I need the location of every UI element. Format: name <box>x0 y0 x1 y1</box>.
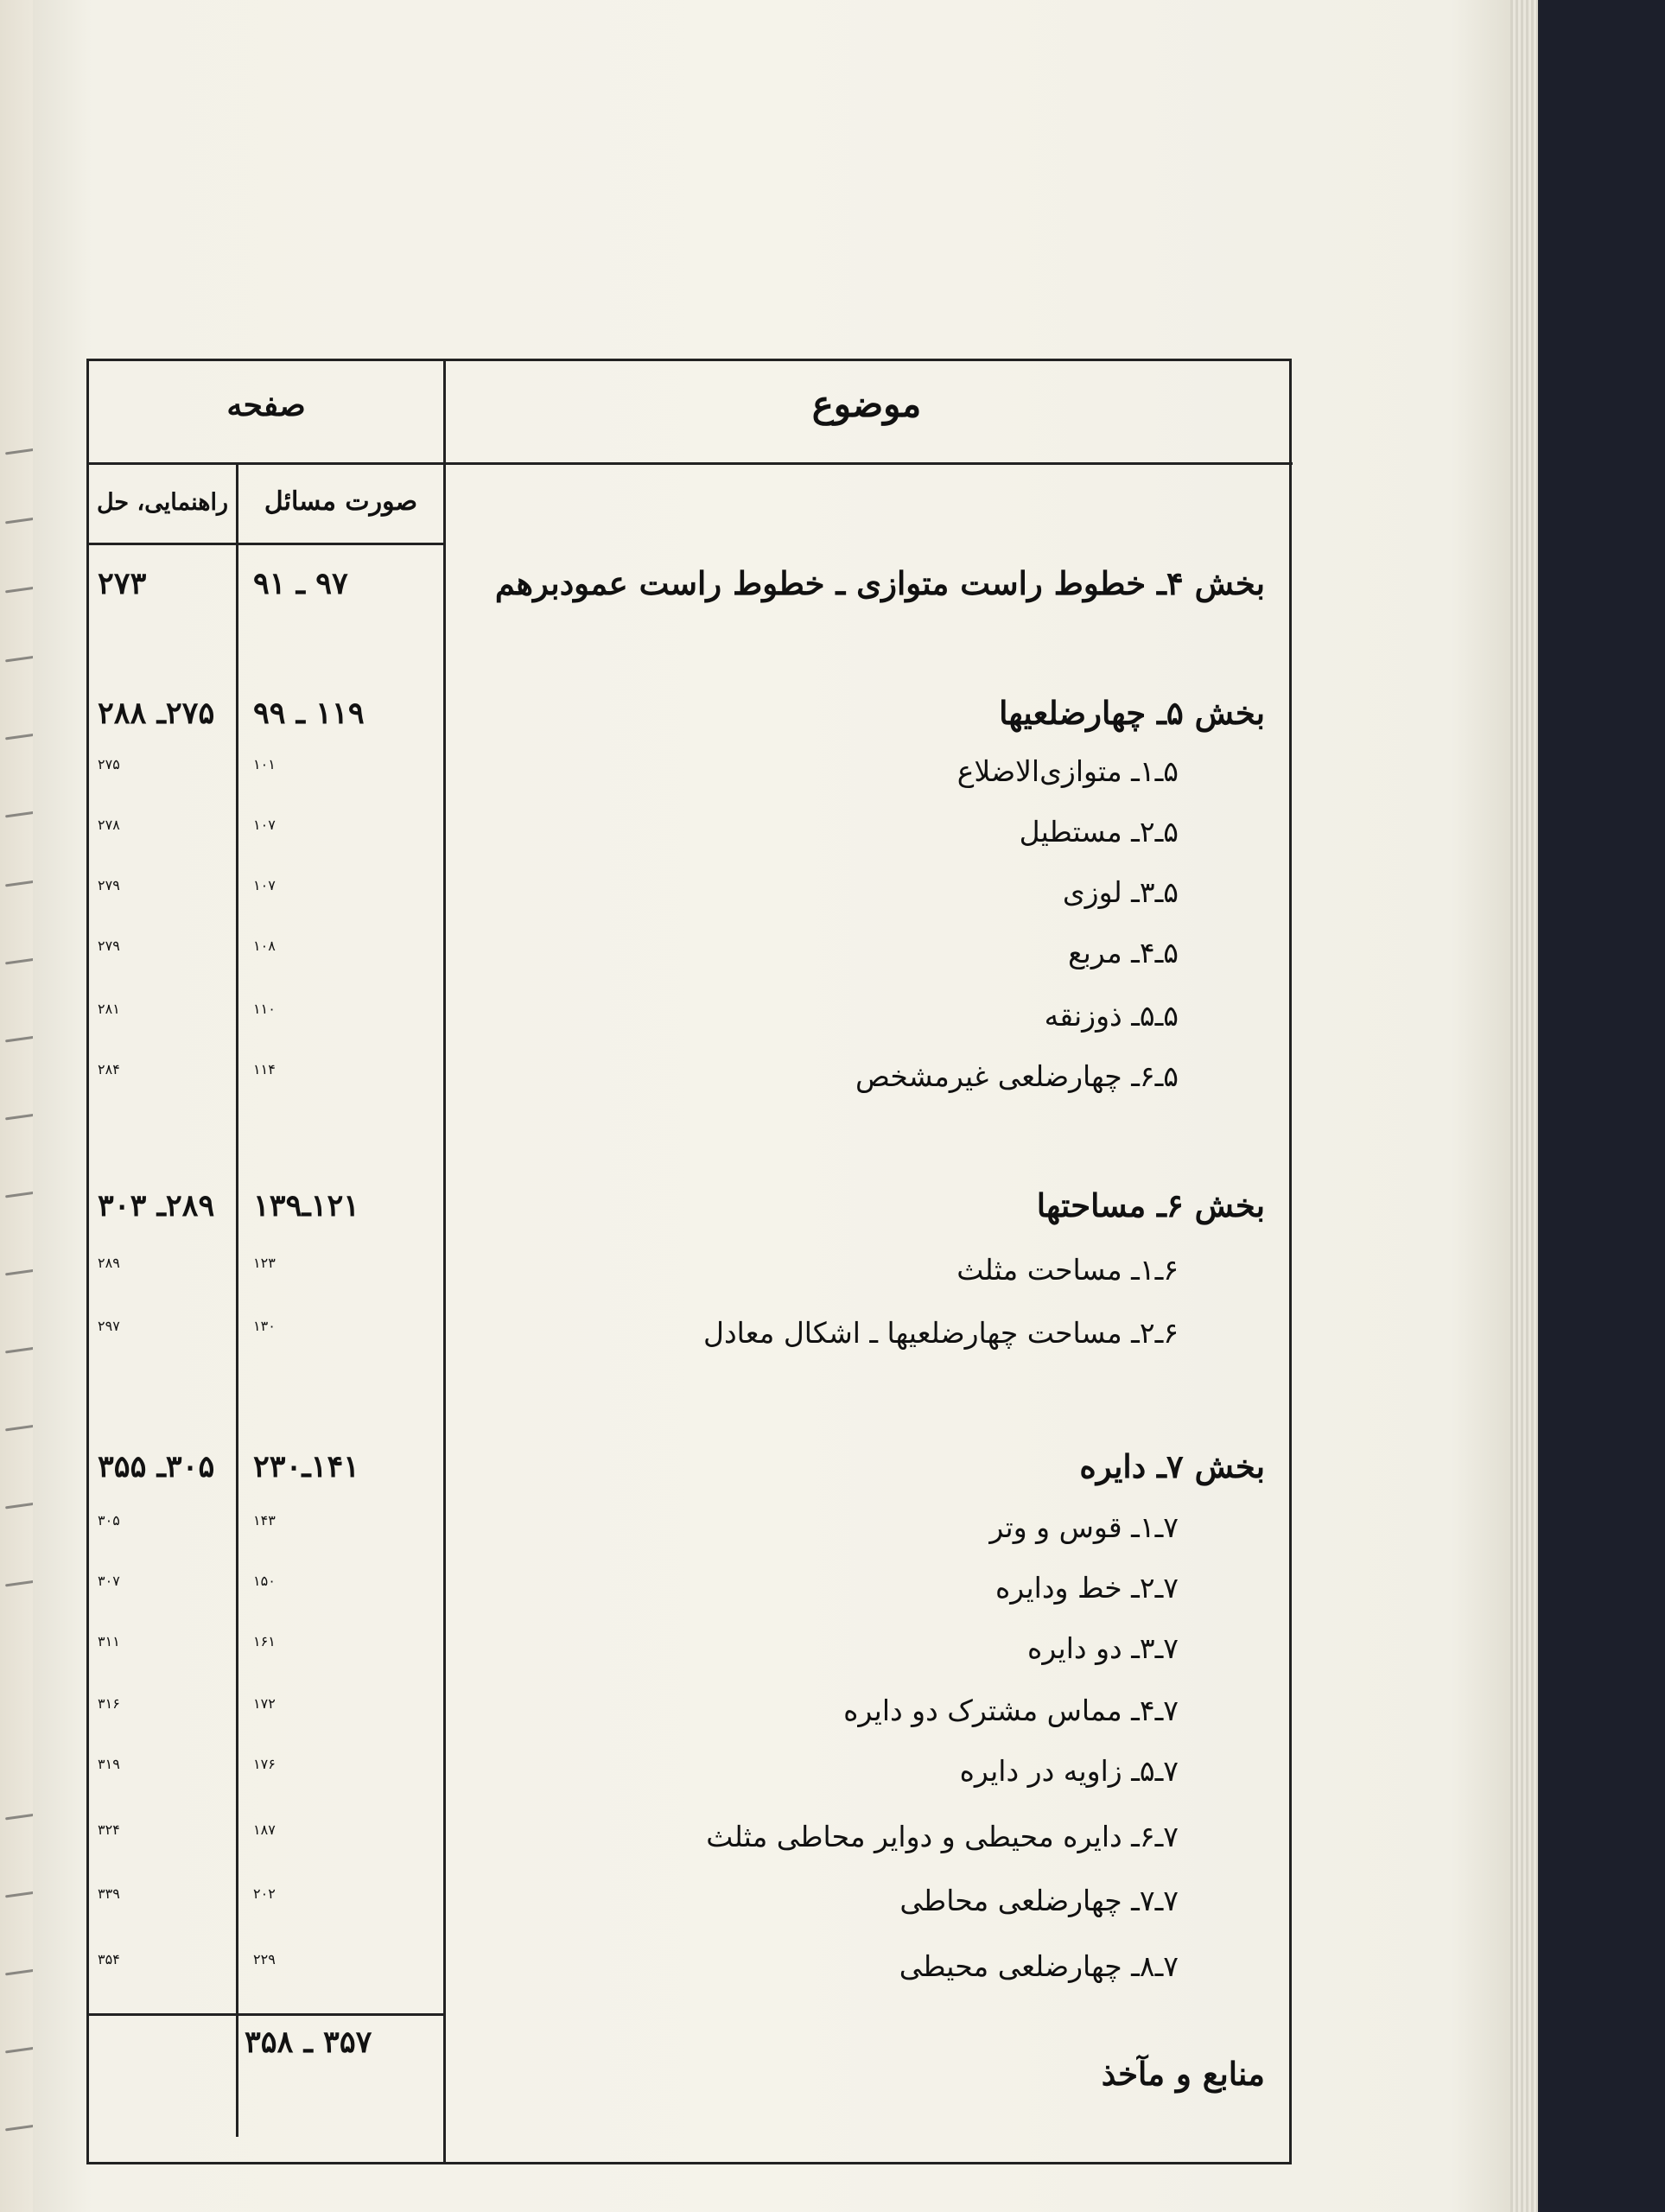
problems-page: ۲۰۲ <box>253 1885 276 1902</box>
section-title: بخش ۴ـ خطوط راست متوازی ـ خطوط راست عمودبرهم <box>494 564 1265 602</box>
table-of-contents <box>86 359 1292 2164</box>
subsection-item: ۵ـ۲ـ مستطیل <box>1019 815 1179 849</box>
problems-page: ۱۰۷ <box>253 877 276 893</box>
section-title: بخش ۷ـ دایره <box>1079 1447 1265 1485</box>
problems-page: ۱۳۰ <box>253 1318 276 1334</box>
problems-page: ۱۲۱ـ۱۳۹ <box>253 1188 360 1224</box>
solutions-page: ۲۸۴ <box>98 1061 120 1077</box>
solutions-page: ۲۷۸ <box>98 817 120 833</box>
section-title: بخش ۶ـ مساحتها <box>1036 1186 1265 1224</box>
problems-page: ۱۵۰ <box>253 1573 276 1589</box>
page-header: صفحه <box>226 387 306 423</box>
problems-page: ۱۴۳ <box>253 1512 276 1529</box>
problems-header: صورت مسائل <box>264 486 418 517</box>
problems-page: ۹۷ ـ ۹۱ <box>253 566 348 601</box>
subheader-rule <box>89 543 443 545</box>
subsection-item: ۷ـ۷ـ چهارضلعی محاطی <box>899 1884 1179 1917</box>
solutions-page: ۲۹۷ <box>98 1318 120 1334</box>
solutions-page: ۲۷۵ <box>98 756 120 772</box>
solutions-page: ۳۰۵ـ ۳۵۵ <box>98 1449 215 1484</box>
solutions-header: راهنمایی، حل <box>96 489 229 516</box>
problems-page: ۱۶۱ <box>253 1633 276 1649</box>
page-header-rule <box>89 462 443 465</box>
problems-page: ۱۰۸ <box>253 938 276 954</box>
solutions-page: ۳۵۴ <box>98 1951 120 1967</box>
subsection-item: ۷ـ۶ـ دایره محیطی و دوایر محاطی مثلث <box>706 1820 1179 1853</box>
subsection-item: ۷ـ۴ـ مماس مشترک دو دایره <box>843 1694 1179 1727</box>
section-title: بخش ۵ـ چهارضلعیها <box>999 694 1265 732</box>
solutions-page: ۲۷۳ <box>98 566 147 601</box>
page-stack-edge <box>1510 0 1538 2212</box>
problems-page: ۱۴۱ـ۲۳۰ <box>253 1449 360 1484</box>
subsection-item: ۵ـ۳ـ لوزی <box>1062 875 1179 909</box>
solutions-page: ۲۸۹ <box>98 1255 120 1271</box>
subsection-item: ۷ـ۳ـ دو دایره <box>1027 1631 1179 1665</box>
solutions-page: ۳۰۵ <box>98 1512 120 1529</box>
subsection-item: ۵ـ۵ـ ذوزنقه <box>1044 999 1179 1033</box>
solutions-page: ۲۷۹ <box>98 938 120 954</box>
subsection-item: ۷ـ۲ـ خط ودایره <box>995 1571 1179 1605</box>
solutions-page: ۳۳۹ <box>98 1885 120 1902</box>
problems-page: ۱۲۳ <box>253 1255 276 1271</box>
divider-subject-page <box>443 361 446 2163</box>
problems-page: ۱۱۴ <box>253 1061 276 1077</box>
problems-page: ۱۷۲ <box>253 1695 276 1712</box>
problems-page: ۲۲۹ <box>253 1951 276 1967</box>
references-pages: ۳۵۷ ـ ۳۵۸ <box>245 2024 372 2060</box>
subsection-item: ۷ـ۸ـ چهارضلعی محیطی <box>899 1949 1179 1983</box>
problems-page: ۱۱۹ ـ ۹۹ <box>253 696 365 731</box>
solutions-page: ۳۱۱ <box>98 1633 120 1649</box>
subsection-item: ۵ـ۴ـ مربع <box>1068 936 1179 969</box>
problems-page: ۱۸۷ <box>253 1821 276 1838</box>
solutions-page: ۳۰۷ <box>98 1573 120 1589</box>
subsection-item: ۷ـ۱ـ قوس و وتر <box>989 1510 1179 1544</box>
problems-page: ۱۰۷ <box>253 817 276 833</box>
solutions-page: ۲۸۹ـ ۳۰۳ <box>98 1188 215 1224</box>
subsection-item: ۷ـ۵ـ زاویه در دایره <box>959 1754 1179 1788</box>
subsection-item: ۵ـ۶ـ چهارضلعی غیرمشخص <box>855 1059 1179 1093</box>
problems-page: ۱۰۱ <box>253 756 276 772</box>
footer-rule <box>89 2013 443 2016</box>
subject-header: موضوع <box>811 383 922 425</box>
solutions-page: ۳۱۹ <box>98 1756 120 1772</box>
solutions-page: ۲۸۱ <box>98 1001 120 1017</box>
subsection-item: ۶ـ۱ـ مساحت مثلث <box>956 1253 1179 1287</box>
subsection-item: ۵ـ۱ـ متوازی‌الاضلاع <box>956 754 1179 788</box>
problems-page: ۱۱۰ <box>253 1001 276 1017</box>
problems-page: ۱۷۶ <box>253 1756 276 1772</box>
subsection-item: ۶ـ۲ـ مساحت چهارضلعیها ـ اشکال معادل <box>703 1316 1179 1350</box>
solutions-page: ۲۷۵ـ ۲۸۸ <box>98 696 215 731</box>
solutions-page: ۳۱۶ <box>98 1695 120 1712</box>
solutions-page: ۲۷۹ <box>98 877 120 893</box>
solutions-page: ۳۲۴ <box>98 1821 120 1838</box>
header-rule <box>443 462 1293 465</box>
references-title: منابع و مآخذ <box>1101 2055 1265 2093</box>
divider-page-columns <box>236 465 238 2137</box>
